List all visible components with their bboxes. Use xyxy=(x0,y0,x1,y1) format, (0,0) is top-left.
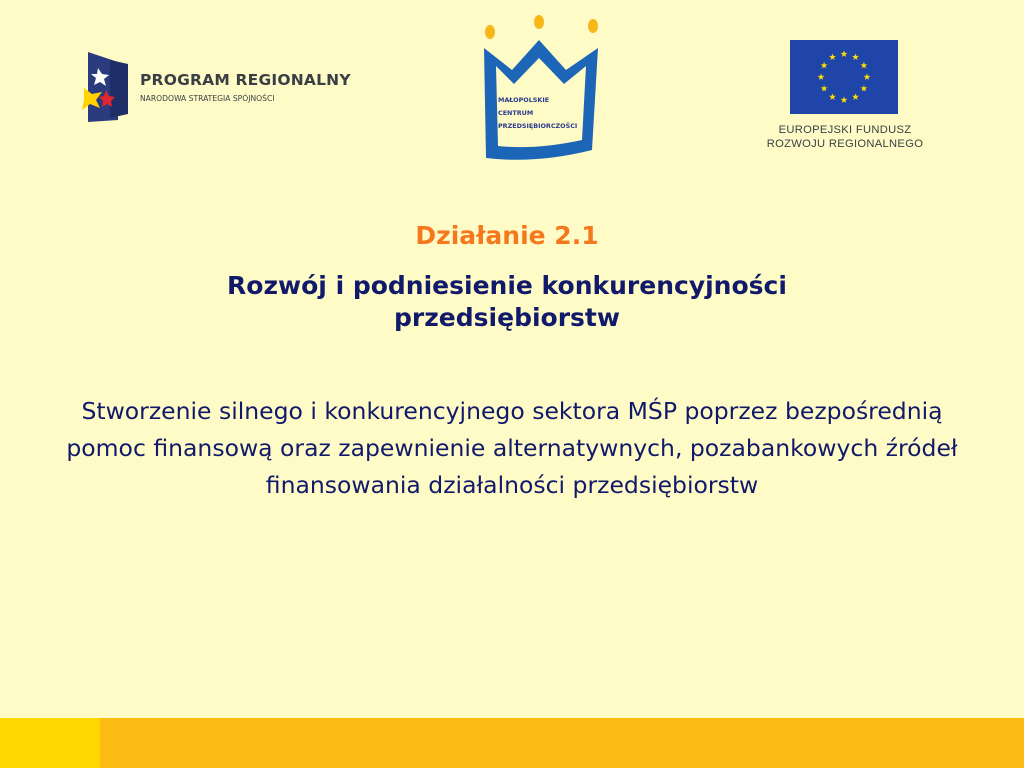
footer-band-right xyxy=(100,718,1024,768)
program-regionalny-emblem-icon xyxy=(82,48,134,128)
program-regionalny-title: PROGRAM REGIONALNY xyxy=(140,71,351,89)
eu-flag-icon xyxy=(790,40,898,114)
eu-logo xyxy=(760,40,930,155)
mcp-logo xyxy=(476,14,606,164)
program-regionalny-subtitle: NARODOWA STRATEGIA SPÓJNOŚCI xyxy=(140,94,275,103)
crown-icon xyxy=(476,14,606,164)
mcp-line-3: PRZEDSIĘBIORCZOŚCI xyxy=(498,122,578,130)
eu-fund-line-1: EUROPEJSKI FUNDUSZ xyxy=(778,124,912,136)
program-regionalny-logo xyxy=(82,48,362,128)
footer-band-left xyxy=(0,718,100,768)
action-description: Stworzenie silnego i konkurencyjnego sektora MŚP poprzez bezpośrednią pomoc finansową oraz zapewnienie alternatywnych, pozabankowych źródeł finansowania działalności przedsiębiorstw xyxy=(66,397,958,499)
mcp-line-2: CENTRUM xyxy=(498,109,534,117)
eu-fund-line-2: ROZWOJU REGIONALNEGO xyxy=(766,138,924,150)
action-number-heading: Działanie 2.1 xyxy=(415,221,599,250)
action-title: Rozwój i podniesienie konkurencyjności przedsiębiorstw xyxy=(227,271,787,332)
mcp-line-1: MAŁOPOLSKIE xyxy=(498,96,550,104)
